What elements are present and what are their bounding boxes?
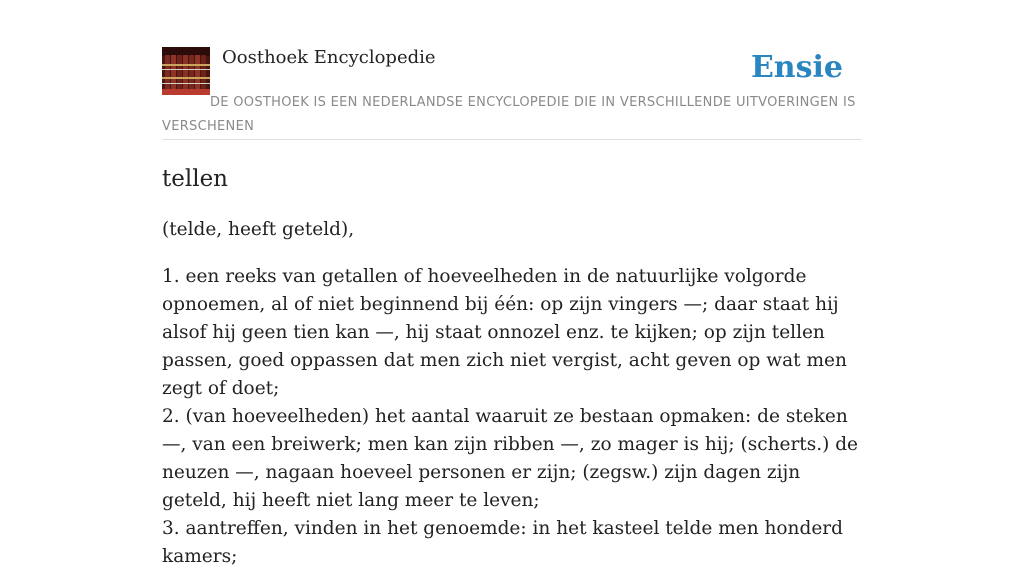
definition-item: 2. (van hoeveelheden) het aantal waaruit ze bestaan opmaken: de steken —, van een breiwerk; men kan zijn ribben —, zo mager is hij; (scherts.) de neuzen —, nagaan hoeveel personen er zijn; (zegsw.) zijn dagen zijn geteld, hij heeft niet lang meer te leven; bbox=[162, 406, 858, 511]
page-title: tellen bbox=[162, 166, 228, 192]
brand-logo[interactable]: Ensie bbox=[750, 50, 843, 85]
avatar[interactable] bbox=[162, 47, 210, 95]
definition-list bbox=[162, 263, 866, 571]
site-tagline: DE OOSTHOEK IS EEN NEDERLANDSE ENCYCLOPEDIE DIE IN VERSCHILLENDE UITVOERINGEN IS VERSCHENEN bbox=[162, 95, 856, 134]
bookshelf-icon bbox=[162, 47, 210, 95]
definition-item: 1. een reeks van getallen of hoeveelheden in de natuurlijke volgorde opnoemen, al of niet beginnend bij één: op zijn vingers —; daar staat hij alsof hij geen tien kan —, hij staat onnozel enz. te kijken; op zijn tellen passen, goed oppassen dat men zich niet vergist, acht geven op wat men zegt of doet; bbox=[162, 266, 847, 399]
site-name[interactable]: Oosthoek Encyclopedie bbox=[222, 47, 436, 68]
entry-grammar: (telde, heeft geteld), bbox=[162, 219, 355, 240]
site-header bbox=[162, 46, 862, 140]
entry-content bbox=[162, 164, 866, 571]
definition-item: 3. aantreffen, vinden in het genoemde: in het kasteel telde men honderd kamers; bbox=[162, 518, 843, 567]
